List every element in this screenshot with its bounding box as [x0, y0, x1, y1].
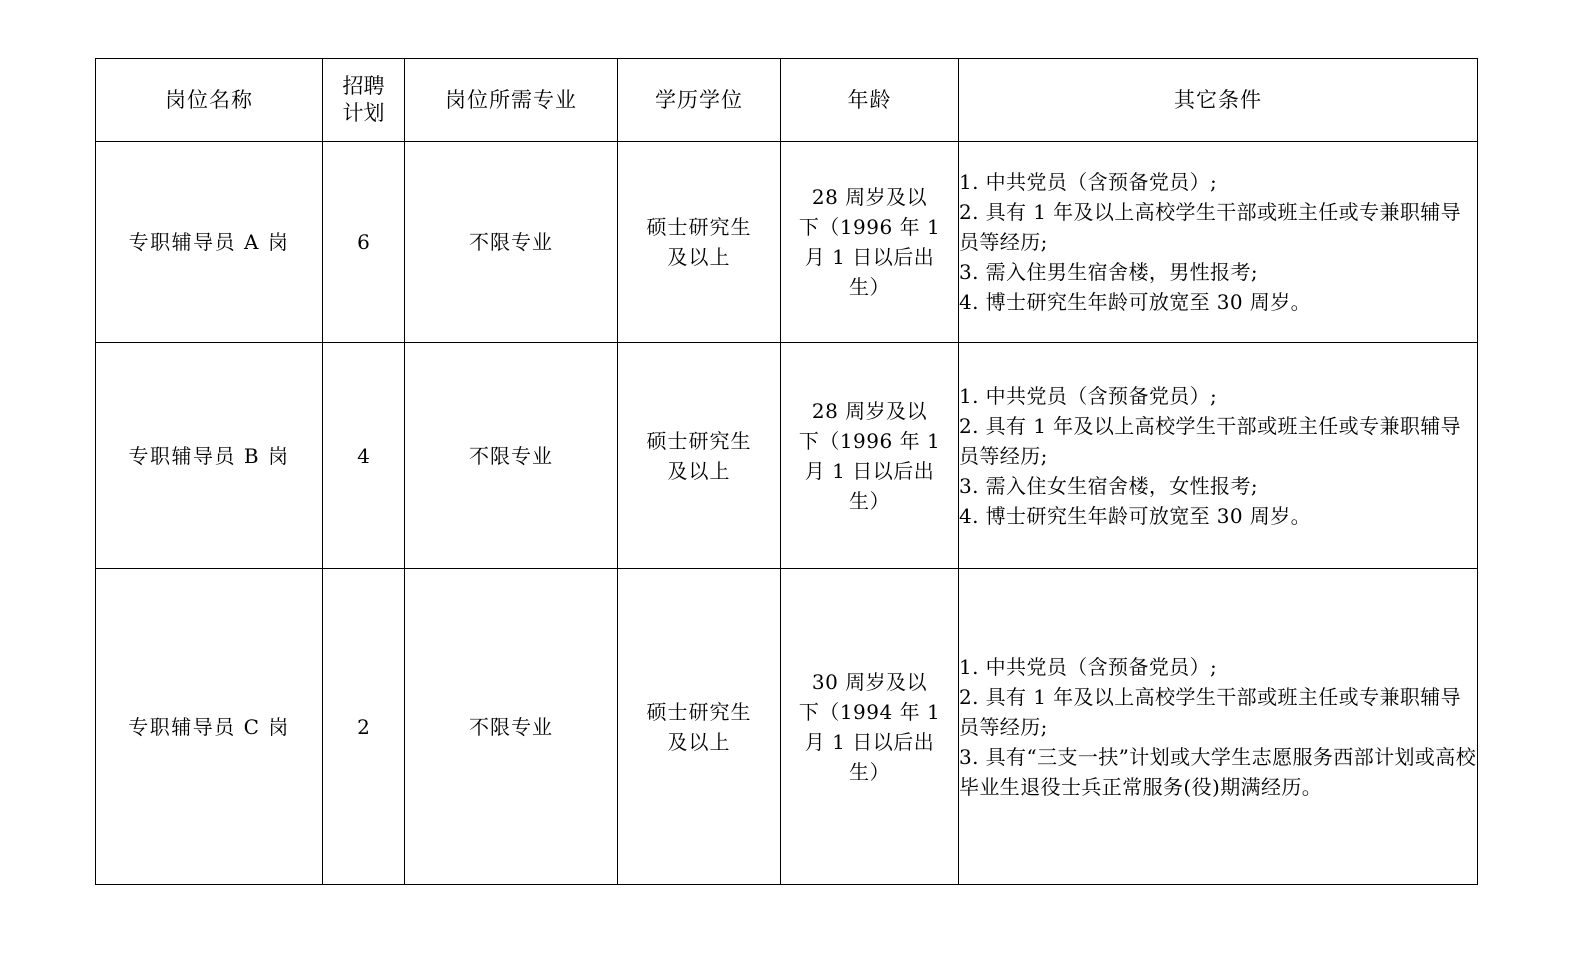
header-major: 岗位所需专业 [405, 59, 618, 142]
cell-degree-line1: 硕士研究生 [646, 699, 752, 724]
condition-item: 1. 中共党员（含预备党员）; [959, 170, 1218, 194]
cell-age [781, 142, 959, 343]
cell-plan-count: 6 [323, 142, 405, 343]
condition-item: 3. 需入住男生宿舍楼，男性报考; [959, 260, 1258, 284]
cell-age-line3: 月 1 日以后出 [804, 245, 935, 269]
cell-job-name: 专职辅导员 C 岗 [96, 569, 323, 885]
condition-item: 2. 具有 1 年及以上高校学生干部或班主任或专兼职辅导员等经历; [959, 413, 1462, 468]
cell-age-line2: 下（1996 年 1 [798, 428, 941, 453]
cell-age-line3: 月 1 日以后出 [804, 458, 935, 483]
cell-age-line3: 月 1 日以后出 [804, 729, 935, 754]
table-row [96, 343, 1478, 569]
cell-degree [618, 569, 781, 885]
cell-other-conditions [959, 343, 1478, 569]
cell-major: 不限专业 [405, 142, 618, 343]
header-other-conditions: 其它条件 [959, 59, 1478, 142]
header-job-name [96, 59, 323, 142]
cell-other-conditions [959, 569, 1478, 885]
condition-item: 3. 需入住女生宿舍楼，女性报考; [959, 473, 1258, 498]
cell-degree-line2: 及以上 [667, 245, 731, 269]
recruitment-table [95, 58, 1478, 885]
condition-item: 4. 博士研究生年龄可放宽至 30 周岁。 [959, 503, 1312, 528]
cell-degree-line2: 及以上 [667, 458, 731, 483]
condition-item: 4. 博士研究生年龄可放宽至 30 周岁。 [959, 290, 1312, 314]
cell-job-name: 专职辅导员 B 岗 [96, 343, 323, 569]
cell-major: 不限专业 [405, 343, 618, 569]
condition-item: 1. 中共党员（含预备党员）; [959, 654, 1218, 679]
cell-job-name: 专职辅导员 A 岗 [96, 142, 323, 343]
cell-degree-line2: 及以上 [667, 729, 731, 754]
condition-item: 2. 具有 1 年及以上高校学生干部或班主任或专兼职辅导员等经历; [959, 684, 1462, 739]
cell-age-line4: 生） [849, 759, 890, 784]
cell-major: 不限专业 [405, 569, 618, 885]
cell-age [781, 569, 959, 885]
header-age: 年龄 [781, 59, 959, 142]
cell-other-conditions [959, 142, 1478, 343]
cell-age [781, 343, 959, 569]
cell-age-line1: 28 周岁及以 [811, 185, 928, 209]
table-row [96, 569, 1478, 885]
header-job-name-label: 岗位名称 [165, 87, 253, 112]
cell-degree [618, 343, 781, 569]
header-plan [323, 59, 405, 142]
table-row [96, 142, 1478, 343]
cell-age-line2: 下（1994 年 1 [798, 699, 941, 724]
table-header-row [96, 59, 1478, 142]
header-plan-line1: 招聘 [342, 73, 385, 98]
cell-plan-count: 2 [323, 569, 405, 885]
header-degree: 学历学位 [618, 59, 781, 142]
condition-item: 1. 中共党员（含预备党员）; [959, 383, 1218, 408]
cell-plan-count: 4 [323, 343, 405, 569]
header-plan-line2: 计划 [342, 101, 385, 125]
condition-item: 2. 具有 1 年及以上高校学生干部或班主任或专兼职辅导员等经历; [959, 200, 1462, 254]
cell-age-line4: 生） [849, 488, 890, 513]
cell-age-line4: 生） [849, 275, 890, 299]
cell-degree [618, 142, 781, 343]
cell-degree-line1: 硕士研究生 [646, 215, 752, 239]
condition-item: 3. 具有“三支一扶”计划或大学生志愿服务西部计划或高校毕业生退役士兵正常服务(役)期满经历。 [959, 744, 1477, 799]
cell-age-line1: 30 周岁及以 [811, 669, 928, 694]
cell-age-line2: 下（1996 年 1 [798, 215, 941, 239]
cell-age-line1: 28 周岁及以 [811, 398, 928, 423]
cell-degree-line1: 硕士研究生 [646, 428, 752, 453]
